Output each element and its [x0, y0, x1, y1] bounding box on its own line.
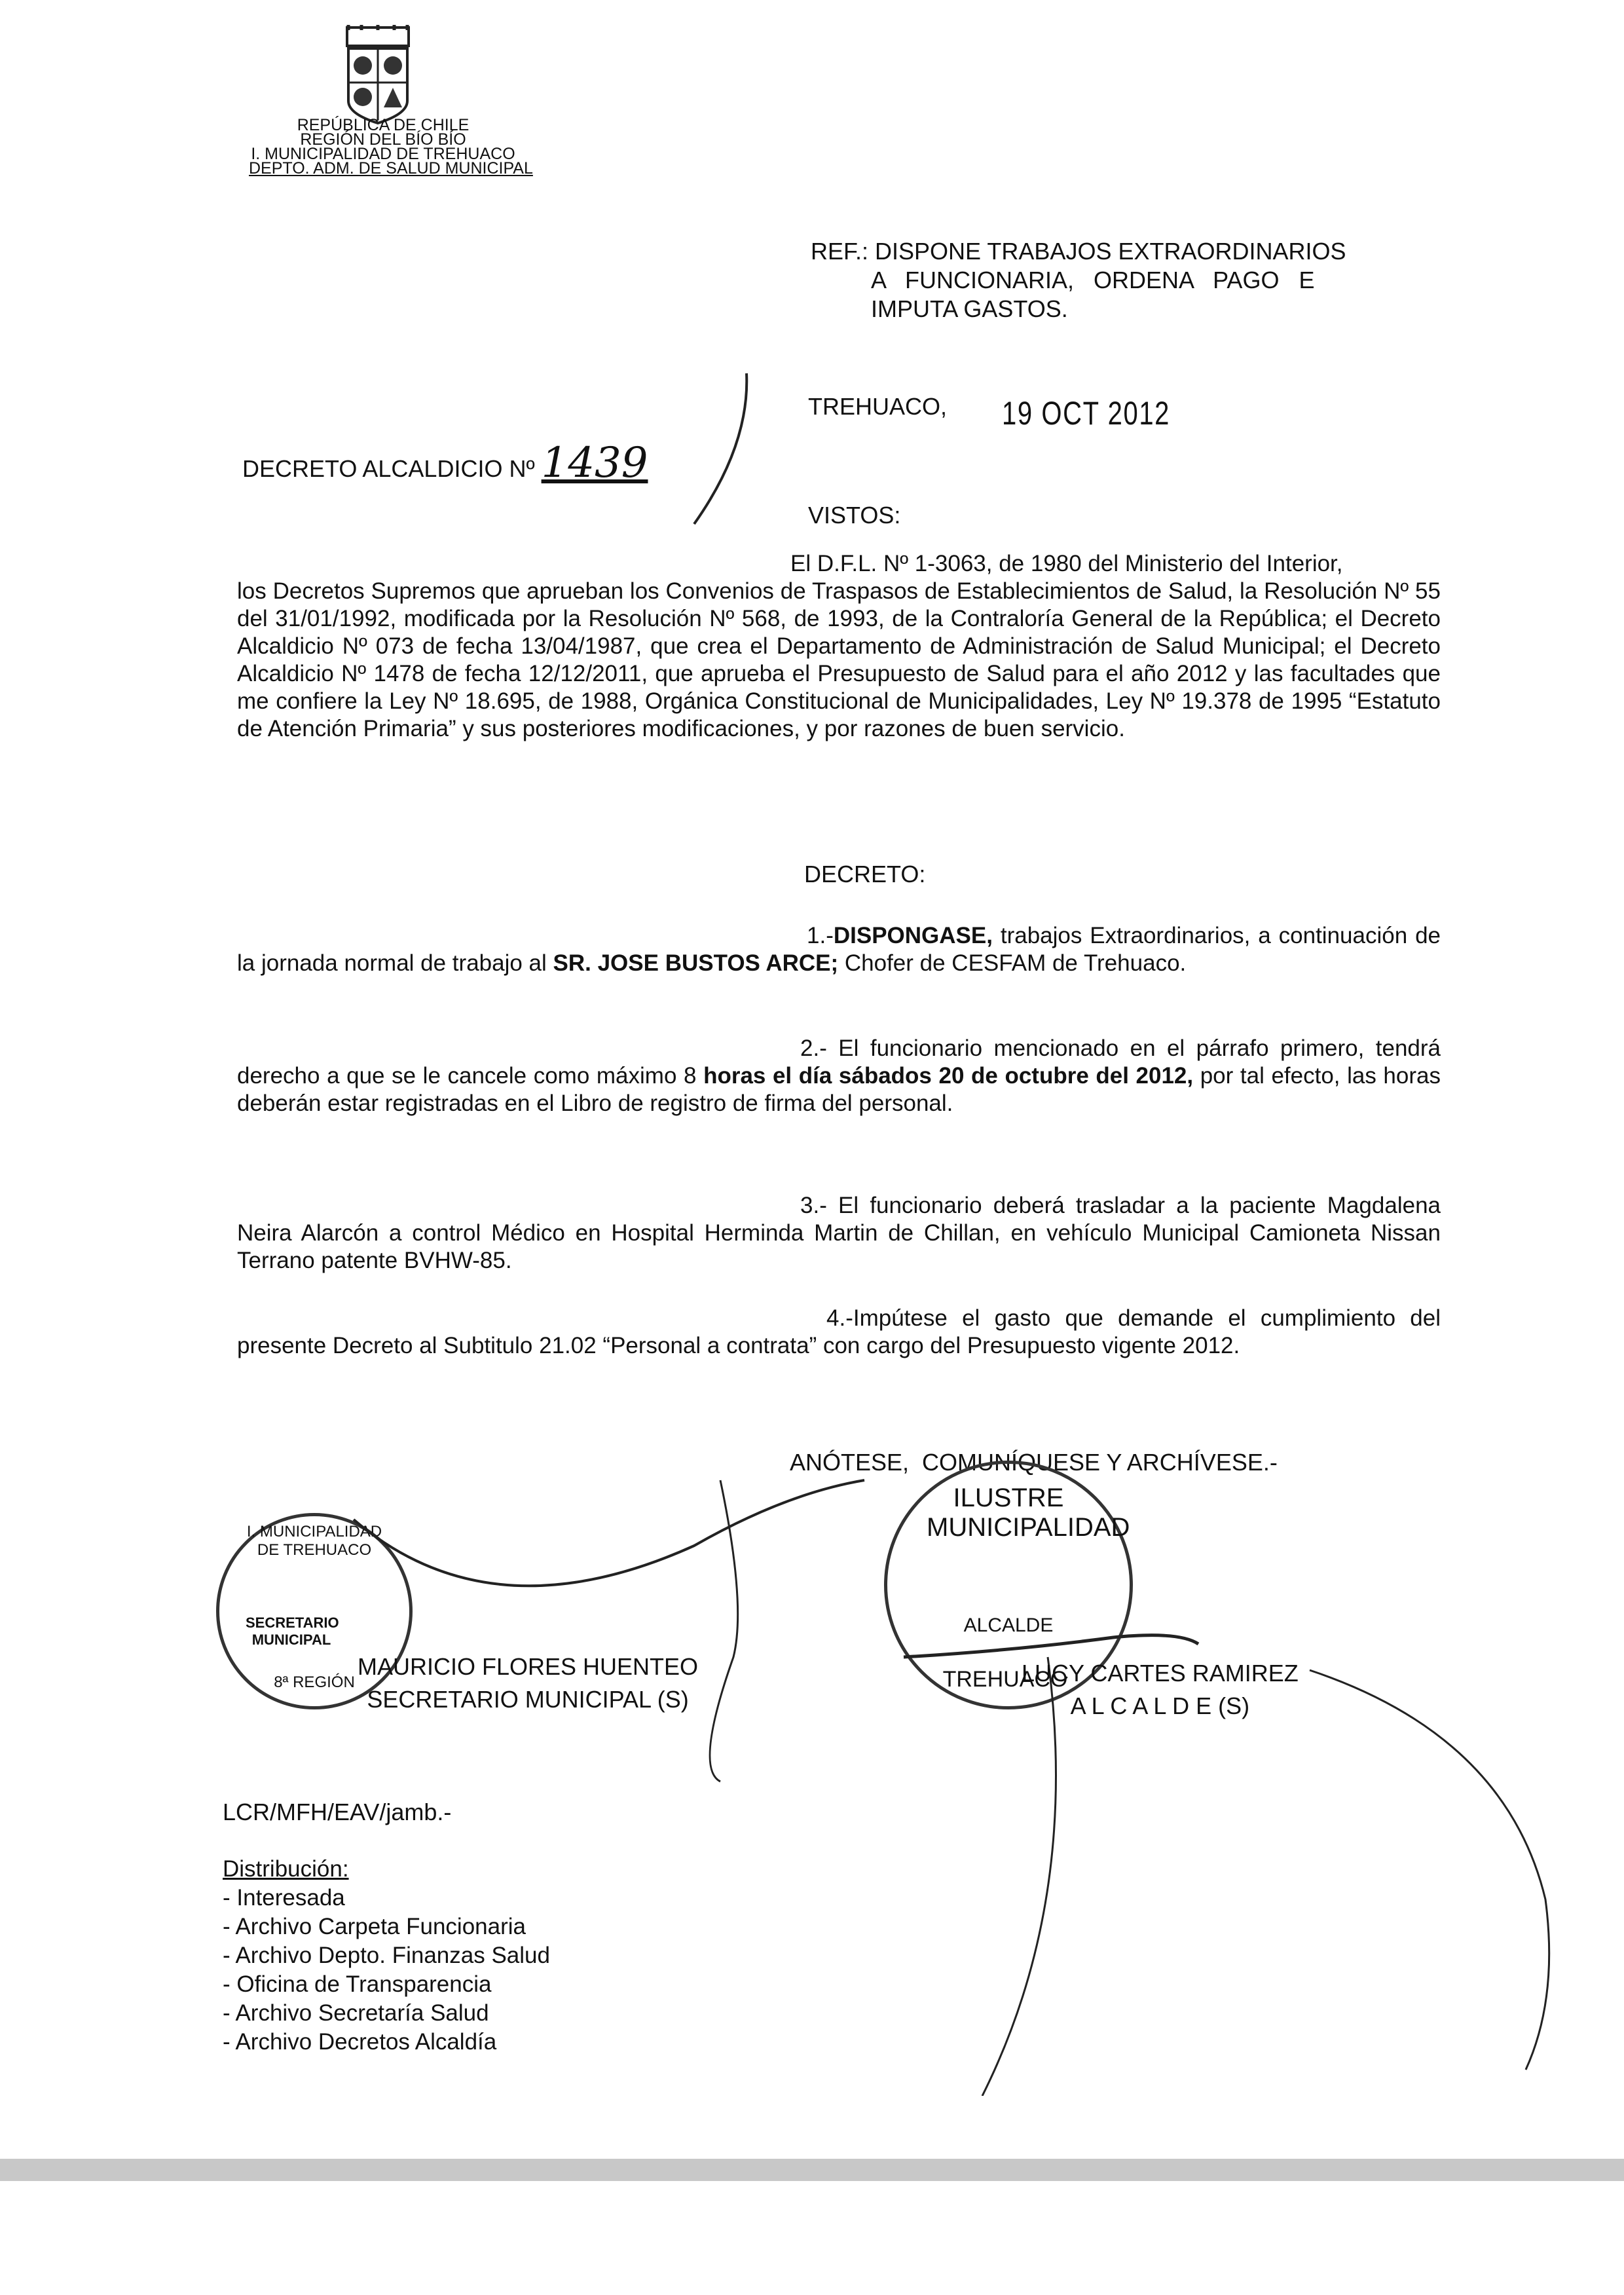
letterhead	[249, 116, 533, 177]
reference	[811, 237, 1346, 324]
scan-edge-band	[0, 2159, 1624, 2181]
mayor-title: A L C A L D E (S)	[1070, 1692, 1250, 1719]
decree-number-label: DECRETO ALCALDICIO Nº	[242, 455, 535, 482]
signature-secretary	[358, 1651, 698, 1716]
item-number: 1.-	[807, 923, 834, 948]
letterhead-line: REPÚBLICA DE CHILE	[297, 116, 470, 134]
handwritten-slash	[688, 367, 753, 531]
item-text: por tal efecto, las horas deberán estar registradas en el Libro de registro de firma del personal.	[237, 1063, 1441, 1116]
vistos-heading: VISTOS:	[808, 502, 901, 529]
distribution-item: - Archivo Carpeta Funcionaria	[223, 1914, 526, 1939]
item-text: El funcionario deberá trasladar a la paciente Magdalena Neira Alarcón a control Médico en Hospital Herminda Martin de Chillan, en vehículo Municipal Camioneta Nissan Terrano patente BVHW-85.	[237, 1193, 1441, 1273]
distribution-list	[223, 1855, 550, 2057]
item-number: 4.-	[826, 1305, 853, 1331]
secretary-name: MAURICIO FLORES HUENTEO	[358, 1653, 699, 1680]
decreto-item-1	[237, 922, 1441, 977]
distribution-item: - Archivo Depto. Finanzas Salud	[223, 1943, 550, 1968]
decreto-item-3	[237, 1192, 1441, 1275]
decreto-item-4	[237, 1305, 1441, 1360]
stamp-bottom-text: TREHUACO	[942, 1667, 1068, 1692]
signature-mayor	[1022, 1657, 1299, 1723]
municipal-crest-logo	[342, 22, 414, 127]
ref-label: REF.:	[811, 238, 869, 265]
item-text: El funcionario mencionado en el párrafo primero, tendrá derecho a que se le cancele como máximo 8	[237, 1036, 1441, 1089]
item-bold: horas el día sábados 20 de octubre del 2012,	[703, 1063, 1194, 1089]
closing-formula: ANÓTESE, COMUNÍQUESE Y ARCHÍVESE.-	[790, 1449, 1278, 1476]
ref-line: A FUNCIONARIA, ORDENA PAGO E	[871, 267, 1315, 293]
distribution-item: - Interesada	[223, 1885, 345, 1911]
initials: LCR/MFH/EAV/jamb.-	[223, 1799, 452, 1825]
item-text: Impútese el gasto que demande el cumplimiento del presente Decreto al Subtitulo 21.02 “Personal a contrata” con cargo del Presupuesto vigente 2012.	[237, 1305, 1441, 1358]
distribution-heading: Distribución:	[223, 1856, 349, 1882]
mayor-name: LUCY CARTES RAMIREZ	[1022, 1660, 1299, 1687]
ref-line: IMPUTA GASTOS.	[871, 295, 1068, 322]
secretary-title: SECRETARIO MUNICIPAL (S)	[367, 1686, 689, 1713]
item-text: trabajos Extraordinarios, a continuación de la jornada normal de trabajo al	[237, 923, 1441, 976]
vistos-text-first: El D.F.L. Nº 1-3063, de 1980 del Ministerio del Interior,	[790, 551, 1343, 576]
stamp-inner-text: ALCALDE	[963, 1614, 1054, 1636]
letterhead-line: REGIÓN DEL BÍO BÍO	[300, 130, 466, 149]
letterhead-line: I. MUNICIPALIDAD DE TREHUACO	[251, 145, 515, 163]
letterhead-line: DEPTO. ADM. DE SALUD MUNICIPAL	[249, 159, 533, 177]
item-bold: DISPONGASE,	[833, 923, 993, 948]
vistos-text: los Decretos Supremos que aprueban los Convenios de Traspasos de Establecimientos de Salud, la Resolución Nº 55 del 31/01/1992, modificada por la Resolución Nº 568, de 1993, de la Contraloría General de la República; el Decreto Alcaldicio Nº 073 de fecha 13/04/1987, que crea el Departamento de Administración de Salud Municipal; el Decreto Alcaldicio Nº 1478 de fecha 12/12/2011, que aprueba el Presupuesto de Salud para el año 2012 y las facultades que me confiere la Ley Nº 18.695, de 1988, Orgánica Constitucional de Municipalidades, Ley Nº 19.378 de 1995 “Estatuto de Atención Primaria” y sus posteriores modificaciones, y por razones de buen servicio.	[237, 578, 1441, 741]
vistos-paragraph	[237, 550, 1441, 743]
stamp-inner-text: SECRETARIO MUNICIPAL	[246, 1614, 339, 1648]
distribution-item: - Archivo Decretos Alcaldía	[223, 2029, 497, 2055]
distribution-item: - Oficina de Transparencia	[223, 1971, 492, 1997]
item-text: Chofer de CESFAM de Trehuaco.	[838, 950, 1187, 976]
decree-number-handwritten: 1439	[541, 439, 648, 487]
decreto-heading: DECRETO:	[804, 861, 926, 887]
item-number: 2.-	[800, 1036, 827, 1061]
decreto-item-2	[237, 1035, 1441, 1117]
stamp-ring-text: I. MUNICIPALIDAD DE TREHUACO	[246, 1523, 382, 1559]
ref-line: DISPONE TRABAJOS EXTRAORDINARIOS	[875, 238, 1346, 265]
distribution-item: - Archivo Secretaría Salud	[223, 2000, 489, 2026]
date-stamp: 19 OCT 2012	[1002, 395, 1171, 432]
stamp-bottom-text: 8ª REGIÓN	[274, 1673, 355, 1691]
stamp-ring-text: ILUSTRE MUNICIPALIDAD	[927, 1483, 1130, 1542]
item-number: 3.-	[800, 1193, 827, 1218]
place: TREHUACO,	[808, 393, 948, 420]
decree-number	[242, 439, 648, 487]
employee-name: SR. JOSE BUSTOS ARCE;	[553, 950, 839, 976]
